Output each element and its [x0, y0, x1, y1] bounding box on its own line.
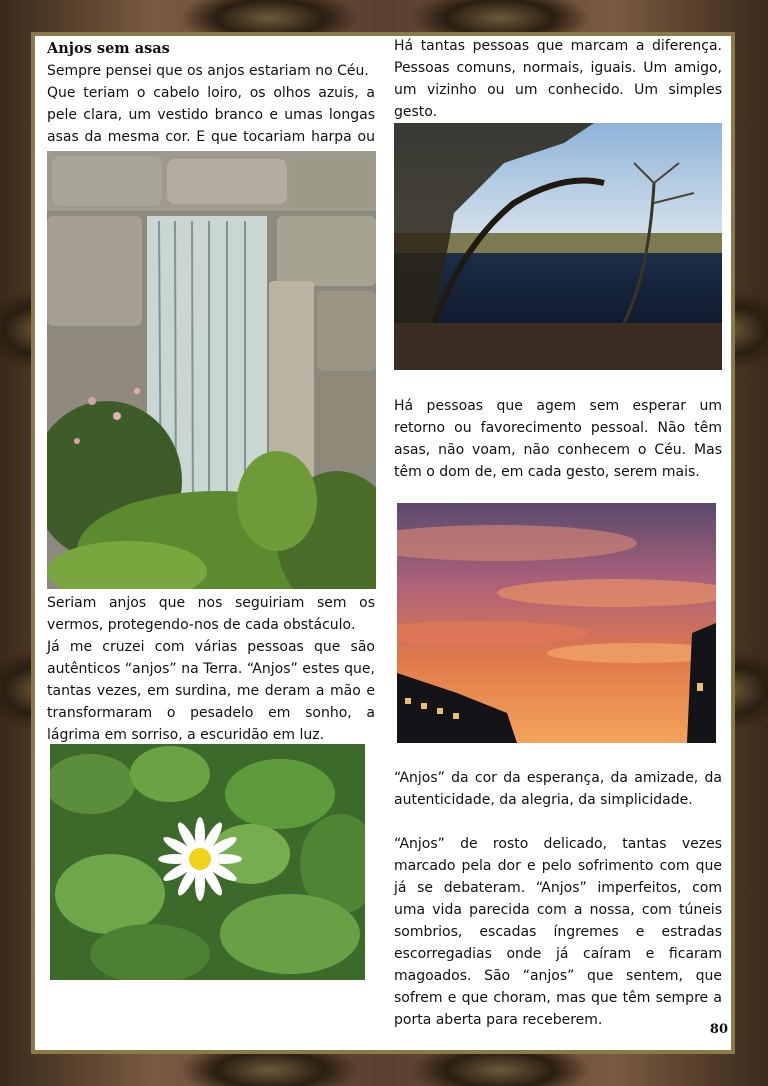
article-title: Anjos sem asas — [47, 40, 170, 57]
river-photo — [394, 123, 722, 370]
paragraph: “Anjos” de rosto delicado, tantas vezes marcado pela dor e pelo sofrimento com que já se debateram. “Anjos” imperfeitos, com uma vida parecida com a nossa, com túneis sombrios, escadas íngremes e estradas escorregadias onde já caíram e ficaram magoados. São “anjos” que sentem, que sofrem e que choram, mas que têm sempre a porta aberta para receberem. — [394, 836, 722, 1028]
page-number: 80 — [709, 1022, 728, 1037]
right-column-middle — [394, 395, 722, 483]
paragraph: Há tantas pessoas que marcam a diferença. Pessoas comuns, normais, iguais. Um amigo, um vizinho ou um conhecido. Um simples gesto. — [394, 38, 722, 120]
daisy-photo — [50, 744, 365, 980]
paragraph: Sempre pensei que os anjos estariam no Céu. — [47, 63, 369, 79]
sunset-photo — [397, 503, 716, 743]
right-column-bottom — [394, 767, 722, 1031]
paragraph: “Anjos” da cor da esperança, da amizade, da autenticidade, da alegria, da simplicidade. — [394, 770, 722, 808]
paragraph: Seriam anjos que nos seguiriam sem os vermos, protegendo-nos de cada obstáculo. — [47, 595, 375, 633]
paragraph: Há pessoas que agem sem esperar um retorno ou favorecimento pessoal. Não têm asas, não voam, não conhecem o Céu. Mas têm o dom de, em cada gesto, serem mais. — [394, 398, 722, 480]
right-column-top — [394, 35, 722, 123]
paragraph: Já me cruzei com várias pessoas que são autênticos “anjos” na Terra. “Anjos” estes que, tantas vezes, em surdina, me deram a mão e transformaram o pesadelo em sonho, a lágrima em sorriso, a escuridão em luz. — [47, 639, 375, 743]
spacer — [394, 811, 722, 833]
door-photo — [47, 151, 376, 589]
left-column-middle — [47, 592, 375, 746]
paragraph: Que teriam o cabelo loiro, os olhos azuis, a pele clara, um vestido branco e umas longas asas da mesma cor. E que tocariam harpa ou — [47, 85, 375, 145]
